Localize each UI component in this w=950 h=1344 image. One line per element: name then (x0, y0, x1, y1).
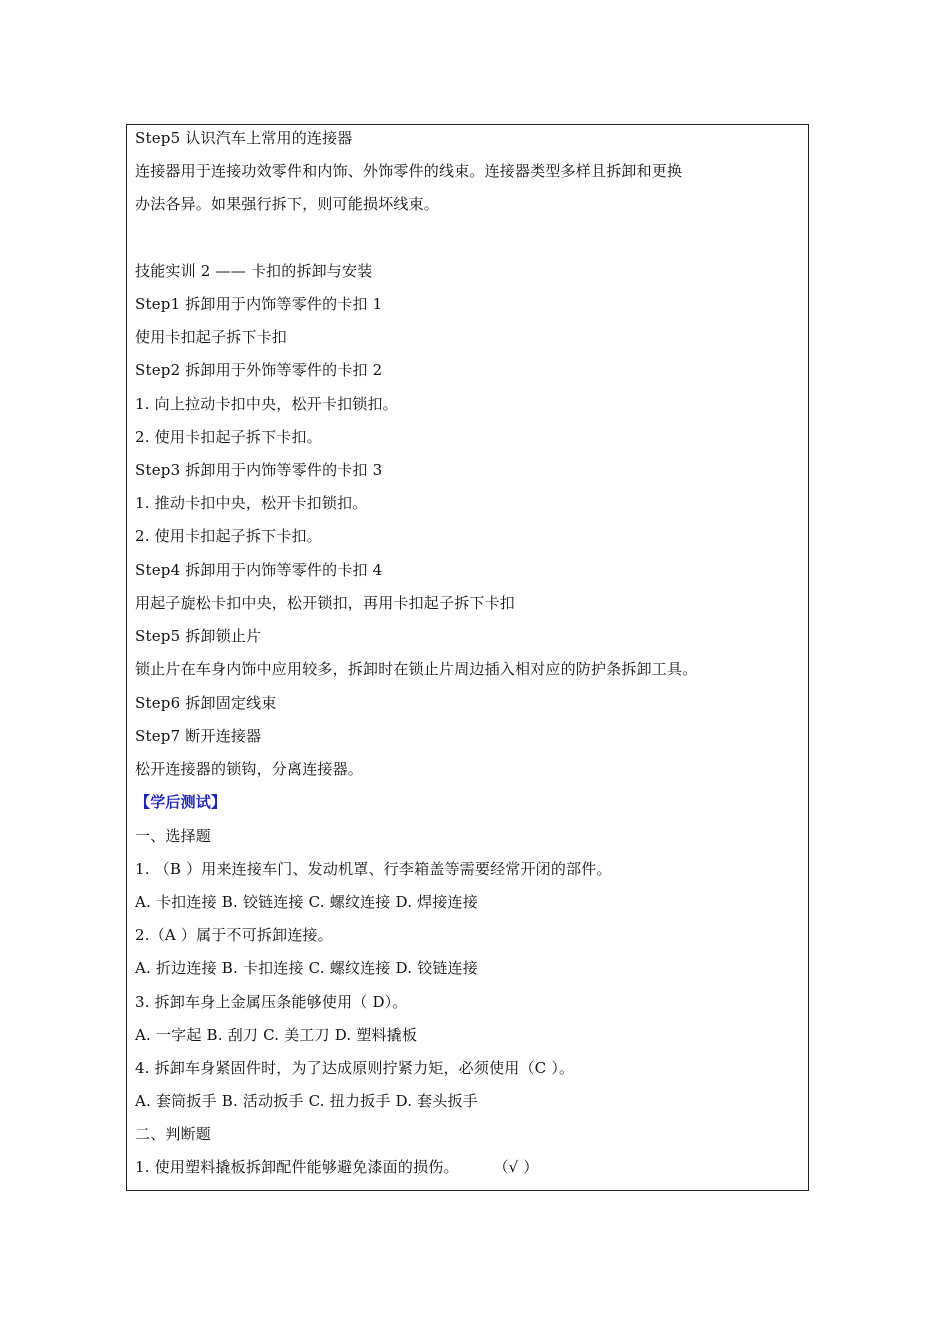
question-3-options: A. 一字起 B. 刮刀 C. 美工刀 D. 塑料撬板 (135, 1026, 418, 1044)
step3-item-1: 1. 推动卡扣中央，松开卡扣锁扣。 (135, 494, 368, 512)
step2-title: Step2 拆卸用于外饰等零件的卡扣 2 (135, 361, 383, 379)
step7-title: Step7 断开连接器 (135, 727, 262, 745)
question-4-options: A. 套筒扳手 B. 活动扳手 C. 扭力扳手 D. 套头扳手 (135, 1092, 478, 1110)
skill-training-title: 技能实训 2 —— 卡扣的拆卸与安装 (135, 262, 373, 280)
question-2: 2.（A ）属于不可拆卸连接。 (135, 926, 333, 944)
connector-text-2: 办法各异。如果强行拆下，则可能损坏线束。 (135, 195, 440, 213)
step4-text: 用起子旋松卡扣中央，松开锁扣，再用卡扣起子拆下卡扣 (135, 594, 516, 612)
step1-text: 使用卡扣起子拆下卡扣 (135, 328, 288, 346)
connector-text-1: 连接器用于连接功效零件和内饰、外饰零件的线束。连接器类型多样且拆卸和更换 (135, 162, 683, 180)
question-1-options: A. 卡扣连接 B. 铰链连接 C. 螺纹连接 D. 焊接连接 (135, 893, 478, 911)
judgement-1: 1. 使用塑料撬板拆卸配件能够避免漆面的损伤。 （√ ） (135, 1158, 539, 1176)
question-2-options: A. 折边连接 B. 卡扣连接 C. 螺纹连接 D. 铰链连接 (135, 959, 478, 977)
question-1: 1. （B ）用来连接车门、发动机罩、行李箱盖等需要经常开闭的部件。 (135, 860, 612, 878)
step6-title: Step6 拆卸固定线束 (135, 694, 277, 712)
step5-lock-text: 锁止片在车身内饰中应用较多，拆卸时在锁止片周边插入相对应的防护条拆卸工具。 (135, 660, 698, 678)
step7-text: 松开连接器的锁钩，分离连接器。 (135, 760, 364, 778)
step2-item-2: 2. 使用卡扣起子拆下卡扣。 (135, 428, 322, 446)
step3-item-2: 2. 使用卡扣起子拆下卡扣。 (135, 527, 322, 545)
quiz-heading: 【学后测试】 (135, 793, 227, 811)
section-choice: 一、选择题 (135, 827, 212, 845)
question-4: 4. 拆卸车身紧固件时，为了达成原则拧紧力矩，必须使用（C ）。 (135, 1059, 575, 1077)
step5-lock-title: Step5 拆卸锁止片 (135, 627, 262, 645)
question-3: 3. 拆卸车身上金属压条能够使用（ D）。 (135, 993, 408, 1011)
step4-title: Step4 拆卸用于内饰等零件的卡扣 4 (135, 561, 383, 579)
step3-title: Step3 拆卸用于内饰等零件的卡扣 3 (135, 461, 383, 479)
section-judgement: 二、判断题 (135, 1125, 212, 1143)
step1-title: Step1 拆卸用于内饰等零件的卡扣 1 (135, 295, 383, 313)
step5-title: Step5 认识汽车上常用的连接器 (135, 129, 353, 147)
step2-item-1: 1. 向上拉动卡扣中央，松开卡扣锁扣。 (135, 395, 398, 413)
